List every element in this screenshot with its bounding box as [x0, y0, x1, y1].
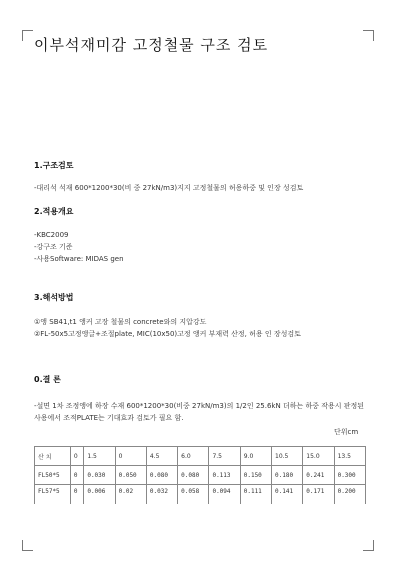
table-cell: 0.030: [84, 466, 115, 485]
table-cell: 0.150: [240, 466, 271, 485]
header-cell: 15.0: [303, 447, 334, 466]
table-unit-label: 단위cm: [334, 428, 359, 436]
table-cell: FL57*5: [35, 485, 71, 505]
table-cell: 0.171: [303, 485, 334, 505]
header-cell: 4.5: [146, 447, 177, 466]
deflection-table: [34, 446, 366, 504]
header-cell: 7.5: [209, 447, 240, 466]
table-cell: 0.200: [334, 485, 365, 505]
section-heading-analysis-method: 3.해석방법: [34, 293, 74, 302]
table-cell: 0.094: [209, 485, 240, 505]
section-body-conclusion: -설면 1차 조정앵에 하장 수재 600*1200*30(비중 27kN/m3)의 1/2인 25.6kN 더하는 하중 작용시 판정된 사용에서 조적PLATE는 기대효과 검토가 필요 함.: [34, 402, 365, 422]
table-cell: 0.111: [240, 485, 271, 505]
table-cell: 0.180: [272, 466, 303, 485]
table-cell: 0.006: [84, 485, 115, 505]
table-row: [35, 485, 366, 505]
section-body-analysis-method: ①앵 SB41,t1 앵커 고장 철물의 concrete와의 지압강도 ②FL-50x5고정앵글+조절plate, MIC(10x50)고정 앵커 부재력 산정, 허용 인 장성검토: [34, 318, 301, 338]
table-cell: FL50*5: [35, 466, 71, 485]
crop-mark-top-left: [22, 30, 33, 41]
table-cell: 0.032: [146, 485, 177, 505]
table-cell: 0.02: [115, 485, 146, 505]
section-heading-structure-review: 1.구조검토: [34, 161, 74, 170]
crop-mark-top-right: [363, 30, 374, 41]
table-cell: 0.080: [146, 466, 177, 485]
table-cell: 0.058: [178, 485, 209, 505]
crop-mark-bottom-right: [363, 540, 374, 551]
table-cell: 0.113: [209, 466, 240, 485]
header-cell: 13.5: [334, 447, 365, 466]
table-cell: 0.050: [115, 466, 146, 485]
crop-mark-bottom-left: [22, 540, 33, 551]
header-cell: 0: [115, 447, 146, 466]
header-cell: 9.0: [240, 447, 271, 466]
table-cell: 0.241: [303, 466, 334, 485]
table-cell: 0.141: [272, 485, 303, 505]
header-cell: 1.5: [84, 447, 115, 466]
document-title: 이부석재미감 고정철물 구조 검토: [34, 36, 269, 54]
table-cell: 0: [70, 466, 84, 485]
table-row: [35, 466, 366, 485]
section-body-applied-overview: -KBC2009 -강구조 기준 -사용Software: MIDAS gen: [34, 231, 124, 263]
header-cell: 6.0: [178, 447, 209, 466]
section-heading-conclusion: 0.결 론: [34, 375, 61, 384]
header-cell: 0: [70, 447, 84, 466]
header-cell: 10.5: [272, 447, 303, 466]
header-cell: 산 치: [35, 447, 71, 466]
table-cell: 0.080: [178, 466, 209, 485]
section-body-structure-review: -대리석 석재 600*1200*30(비 중 27kN/m3)지지 고정철물의 허용하중 및 인장 성검토: [34, 184, 304, 192]
table-header-row: [35, 447, 366, 466]
section-heading-applied-overview: 2.적용개요: [34, 207, 74, 216]
table-cell: 0: [70, 485, 84, 505]
table-cell: 0.300: [334, 466, 365, 485]
